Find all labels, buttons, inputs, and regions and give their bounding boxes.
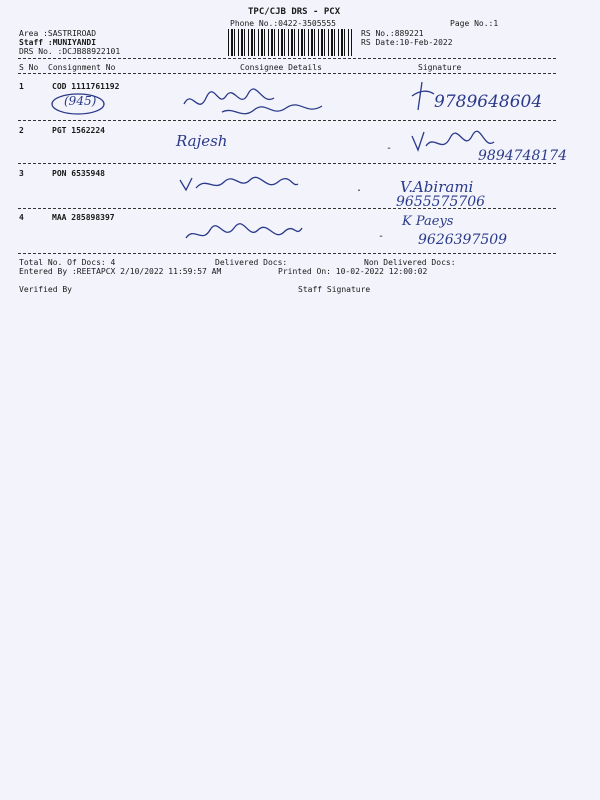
col-header-consignee: Consignee Details bbox=[240, 63, 322, 72]
divider bbox=[18, 58, 556, 59]
row-divider bbox=[18, 163, 556, 164]
entered-by: Entered By :REETAPCX 2/10/2022 11:59:57 AM bbox=[19, 267, 222, 276]
dash-mark: - bbox=[386, 143, 393, 154]
staff-field: Staff :MUNIYANDI bbox=[19, 38, 97, 47]
row-sno: 1 bbox=[19, 82, 24, 91]
non-delivered-docs: Non Delivered Docs: bbox=[364, 258, 456, 267]
document-title: TPC/CJB DRS - PCX bbox=[248, 7, 341, 17]
handwritten-consignee-name: Rajesh bbox=[176, 132, 228, 150]
dot-mark: . bbox=[356, 183, 363, 194]
row-consignment-no: MAA 285898397 bbox=[52, 213, 115, 222]
row-consignment-no: PGT 1562224 bbox=[52, 126, 105, 135]
row-consignment-no: PON 6535948 bbox=[52, 169, 105, 178]
handwritten-phone: 9894748174 bbox=[478, 148, 568, 164]
handwritten-signature-name: V.Abirami bbox=[400, 178, 474, 196]
handwritten-phone: 9655575706 bbox=[396, 194, 486, 210]
phone-number: Phone No.:0422-3505555 bbox=[230, 19, 336, 28]
rs-date: RS Date:10-Feb-2022 bbox=[361, 38, 453, 47]
handwritten-phone: 9626397509 bbox=[418, 232, 508, 248]
staff-signature-label: Staff Signature bbox=[298, 285, 371, 294]
handwritten-consignee-scribble bbox=[178, 172, 302, 196]
col-header-sno: S No bbox=[19, 63, 39, 72]
handwritten-signature-mark bbox=[408, 80, 438, 114]
divider bbox=[18, 73, 556, 74]
dash-mark: - bbox=[378, 231, 385, 242]
area-field: Area :SASTRIROAD bbox=[19, 29, 97, 38]
handwritten-phone: 9789648604 bbox=[434, 92, 543, 112]
row-sno: 3 bbox=[19, 169, 24, 178]
rs-number: RS No.:889221 bbox=[361, 29, 424, 38]
row-divider bbox=[18, 120, 556, 121]
row-divider bbox=[18, 208, 556, 209]
handwritten-consignee-scribble bbox=[182, 86, 332, 120]
delivered-docs: Delivered Docs: bbox=[215, 258, 288, 267]
page-number: Page No.:1 bbox=[450, 19, 499, 28]
printed-on: Printed On: 10-02-2022 12:00:02 bbox=[278, 267, 428, 276]
col-header-signature: Signature bbox=[418, 63, 462, 72]
col-header-consignment: Consignment No bbox=[48, 63, 116, 72]
barcode-image bbox=[228, 29, 352, 56]
row-sno: 2 bbox=[19, 126, 24, 135]
divider bbox=[18, 253, 556, 254]
verified-by-label: Verified By bbox=[19, 285, 72, 294]
row-consignment-no: COD 1111761192 bbox=[52, 82, 120, 91]
total-docs: Total No. Of Docs: 4 bbox=[19, 258, 116, 267]
handwritten-signature-name: K Paeys bbox=[402, 214, 454, 229]
handwritten-consignee-scribble bbox=[184, 220, 308, 246]
row-sno: 4 bbox=[19, 213, 24, 222]
drs-number: DRS No. :DCJB88922101 bbox=[19, 47, 121, 56]
handwritten-code: (945) bbox=[64, 94, 97, 108]
